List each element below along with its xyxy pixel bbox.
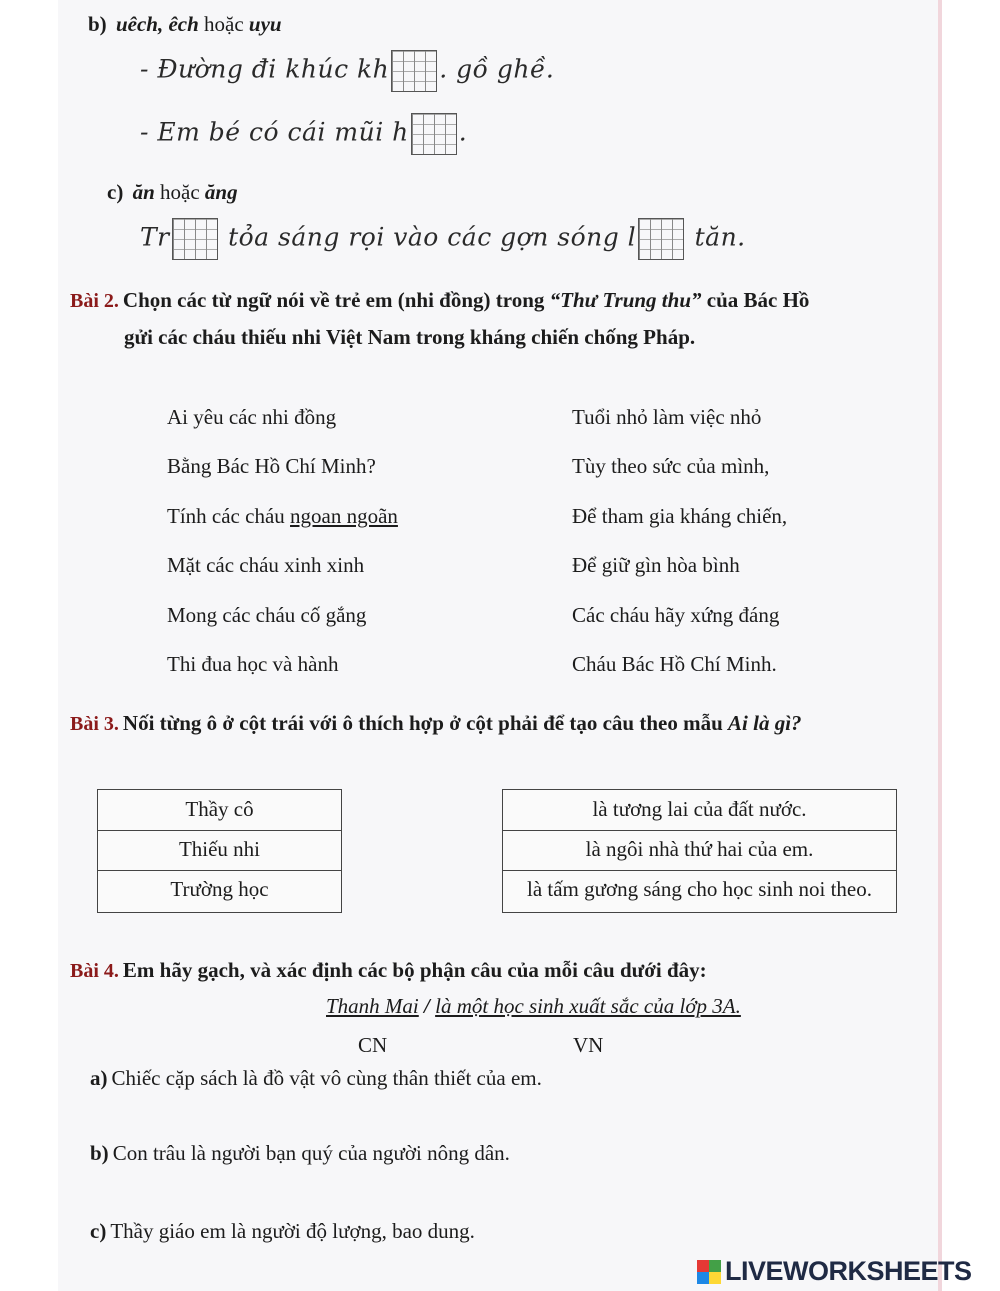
right-cell[interactable]: là tấm gương sáng cho học sinh noi theo.: [526, 877, 872, 901]
brand-name: LIVEWORKSHEETS: [725, 1256, 972, 1286]
section-c-heading: c) ăn hoặc ăng: [107, 180, 238, 204]
right-cell[interactable]: là tương lai của đất nước.: [503, 790, 896, 831]
poem-line: Các cháu hãy xứng đáng: [572, 603, 780, 627]
liveworksheets-logo[interactable]: [697, 1256, 972, 1287]
page-edge: [938, 0, 942, 1291]
bai2-heading-line-2: gửi các cháu thiếu nhi Việt Nam trong kháng chiến chống Pháp.: [124, 325, 696, 349]
question-a: a) Chiếc cặp sách là đồ vật vô cùng thân thiết của em.: [90, 1066, 542, 1090]
section-b-heading: b) uêch, êch hoặc uyu: [88, 12, 282, 36]
role-subject: CN: [358, 1033, 388, 1057]
bai4-heading: Bài 4. Em hãy gạch, và xác định các bộ phận câu của mỗi câu dưới đây:: [70, 958, 707, 982]
poem-line: Mong các cháu cố gắng: [167, 603, 367, 627]
question-sentence[interactable]: Con trâu là người bạn quý của người nông dân.: [112, 1141, 510, 1165]
section-b-line-2: - Em bé có cái mũi h .: [140, 113, 467, 155]
writing-grid-box[interactable]: [638, 218, 684, 260]
writing-grid-box[interactable]: [172, 218, 218, 260]
poem-line: Bằng Bác Hồ Chí Minh?: [167, 454, 376, 478]
poem-line: Tùy theo sức của mình,: [572, 454, 770, 478]
left-cell[interactable]: Trường học: [170, 877, 269, 901]
right-column-table: [502, 789, 897, 913]
example-predicate: là một học sinh xuất sắc của lớp 3A.: [435, 994, 741, 1018]
poem-line: Để giữ gìn hòa bình: [572, 553, 740, 577]
poem-line: Mặt các cháu xinh xinh: [167, 553, 365, 577]
question-b: b) Con trâu là người bạn quý của người nông dân.: [90, 1141, 510, 1165]
question-c: c) Thầy giáo em là người độ lượng, bao dung.: [90, 1219, 475, 1243]
poem-line: Ai yêu các nhi đồng: [167, 405, 337, 429]
writing-grid-box[interactable]: [411, 113, 457, 155]
left-cell[interactable]: Thầy cô: [98, 790, 341, 831]
bai2-heading: Bài 2. Chọn các từ ngữ nói về trẻ em (nhi đồng) trong “Thư Trung thu” của Bác Hồ: [70, 288, 810, 312]
poem-line: Thi đua học và hành: [167, 652, 339, 676]
poem-line: Để tham gia kháng chiến,: [572, 504, 788, 528]
underlined-answer[interactable]: ngoan ngoãn: [290, 504, 398, 528]
example-subject: Thanh Mai: [326, 994, 419, 1018]
writing-grid-box[interactable]: [391, 50, 437, 92]
question-sentence[interactable]: Chiếc cặp sách là đồ vật vô cùng thân thiết của em.: [111, 1066, 542, 1090]
example-sentence: Thanh Mai / là một học sinh xuất sắc của lớp 3A.: [326, 994, 741, 1018]
bai3-heading: Bài 3. Nối từng ô ở cột trái với ô thích hợp ở cột phải để tạo câu theo mẫu Ai là gì?: [70, 711, 802, 735]
poem-line: Tuổi nhỏ làm việc nhỏ: [572, 405, 762, 429]
left-column-table: [97, 789, 342, 913]
role-predicate: VN: [573, 1033, 604, 1057]
left-cell[interactable]: Thiếu nhi: [98, 830, 341, 871]
liveworksheets-logo-icon: [697, 1260, 721, 1284]
section-c-line: Tr tỏa sáng rọi vào các gợn sóng l tăn.: [140, 218, 746, 260]
poem-line: Tính các cháu ngoan ngoãn: [167, 504, 398, 528]
section-b-line-1: - Đường đi khúc kh . gồ ghề.: [140, 50, 554, 92]
poem-line: Cháu Bác Hồ Chí Minh.: [572, 652, 777, 676]
right-cell[interactable]: là ngôi nhà thứ hai của em.: [503, 830, 896, 871]
question-sentence[interactable]: Thầy giáo em là người độ lượng, bao dung.: [110, 1219, 475, 1243]
